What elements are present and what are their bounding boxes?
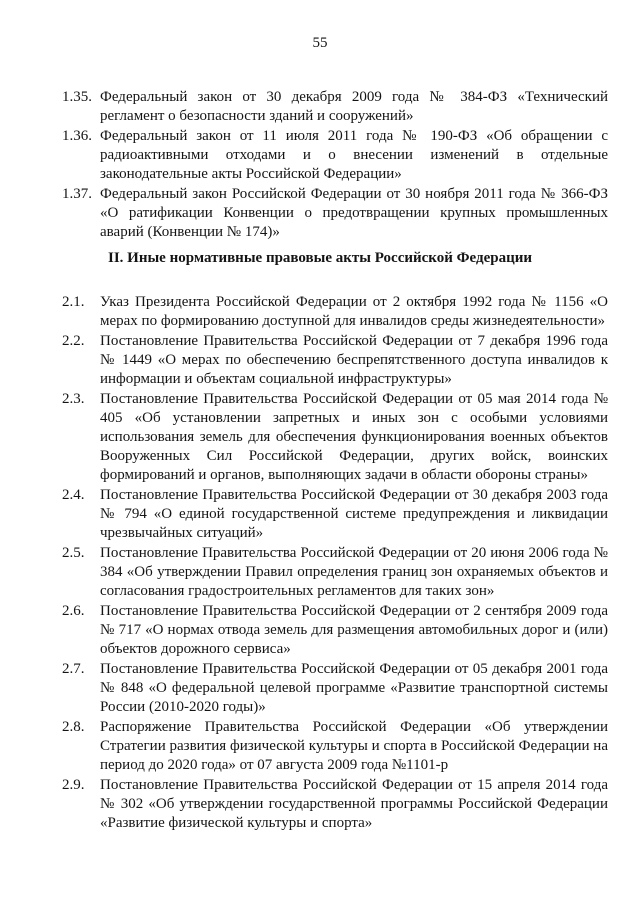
item-number: 2.1. [62,294,85,310]
item-text: Распоряжение Правительства Российской Федерации «Об утверждении Стратегии развития физической культуры и спорта в Российской Федерации на период до 2020 года» от 07 августа 2009 года №1101-р [100,719,608,773]
item-number: 2.9. [62,777,85,793]
list-item [62,88,608,126]
page-number: 55 [312,35,328,51]
list-item [62,390,608,485]
item-number: 1.37. [62,186,92,202]
list-item [62,660,608,717]
list-item [62,185,608,242]
item-text: Постановление Правительства Российской Федерации от 7 декабря 1996 года № 1449 «О мерах по обеспечению беспрепятственного доступа инвалидов к информации и объектам социальной инфраструктуры» [100,333,608,387]
item-number: 1.35. [62,89,92,105]
list-item [62,293,608,331]
section-2-list [62,293,608,833]
item-text: Федеральный закон от 30 декабря 2009 года № 384-ФЗ «Технический регламент о безопасности зданий и сооружений» [100,89,608,124]
item-text: Постановление Правительства Российской Федерации от 05 декабря 2001 года № 848 «О федеральной целевой программе «Развитие транспортной системы России (2010-2020 годы)» [100,661,608,715]
item-text: Федеральный закон от 11 июля 2011 года № 190-ФЗ «Об обращении с радиоактивными отходами и о внесении изменений в отдельные законодательные акты Российской Федерации» [100,128,608,182]
list-item [62,127,608,184]
list-item [62,718,608,775]
item-number: 2.4. [62,487,85,503]
item-number: 2.6. [62,603,85,619]
item-number: 2.8. [62,719,85,735]
item-text: Федеральный закон Российской Федерации от 30 ноября 2011 года № 366-ФЗ «О ратификации Конвенции о предотвращении крупных промышленных аварий (Конвенции № 174)» [100,186,608,240]
item-number: 2.3. [62,391,85,407]
item-text: Постановление Правительства Российской Федерации от 30 декабря 2003 года № 794 «О единой государственной системе предупреждения и ликвидации чрезвычайных ситуаций» [100,487,608,541]
item-text: Постановление Правительства Российской Федерации от 15 апреля 2014 года № 302 «Об утверждении государственной программы Российской Федерации «Развитие физической культуры и спорта» [100,777,608,831]
list-item [62,602,608,659]
list-item [62,332,608,389]
section-heading: II. Иные нормативные правовые акты Российской Федерации [107,250,532,266]
section-1-list [62,88,608,242]
item-text: Постановление Правительства Российской Федерации от 05 мая 2014 года № 405 «Об установлении запретных и иных зон с особыми условиями использования земель для обеспечения функционирования военных объектов Вооруженных Сил Российской Федерации, других войск, воинских формирований и органов, выполняющих задачи в области обороны страны» [100,391,608,483]
item-number: 1.36. [62,128,92,144]
item-text: Постановление Правительства Российской Федерации от 20 июня 2006 года № 384 «Об утверждении Правил определения границ зон охраняемых объектов и согласования градостроительных регламентов для таких зон» [100,545,608,599]
item-text: Постановление Правительства Российской Федерации от 2 сентября 2009 года № 717 «О нормах отвода земель для размещения автомобильных дорог и (или) объектов дорожного сервиса» [100,603,608,657]
item-number: 2.7. [62,661,85,677]
item-text: Указ Президента Российской Федерации от 2 октября 1992 года № 1156 «О мерах по формированию доступной для инвалидов среды жизнедеятельности» [100,294,608,329]
list-item [62,544,608,601]
item-number: 2.2. [62,333,85,349]
list-item [62,486,608,543]
list-item [62,776,608,833]
item-number: 2.5. [62,545,85,561]
